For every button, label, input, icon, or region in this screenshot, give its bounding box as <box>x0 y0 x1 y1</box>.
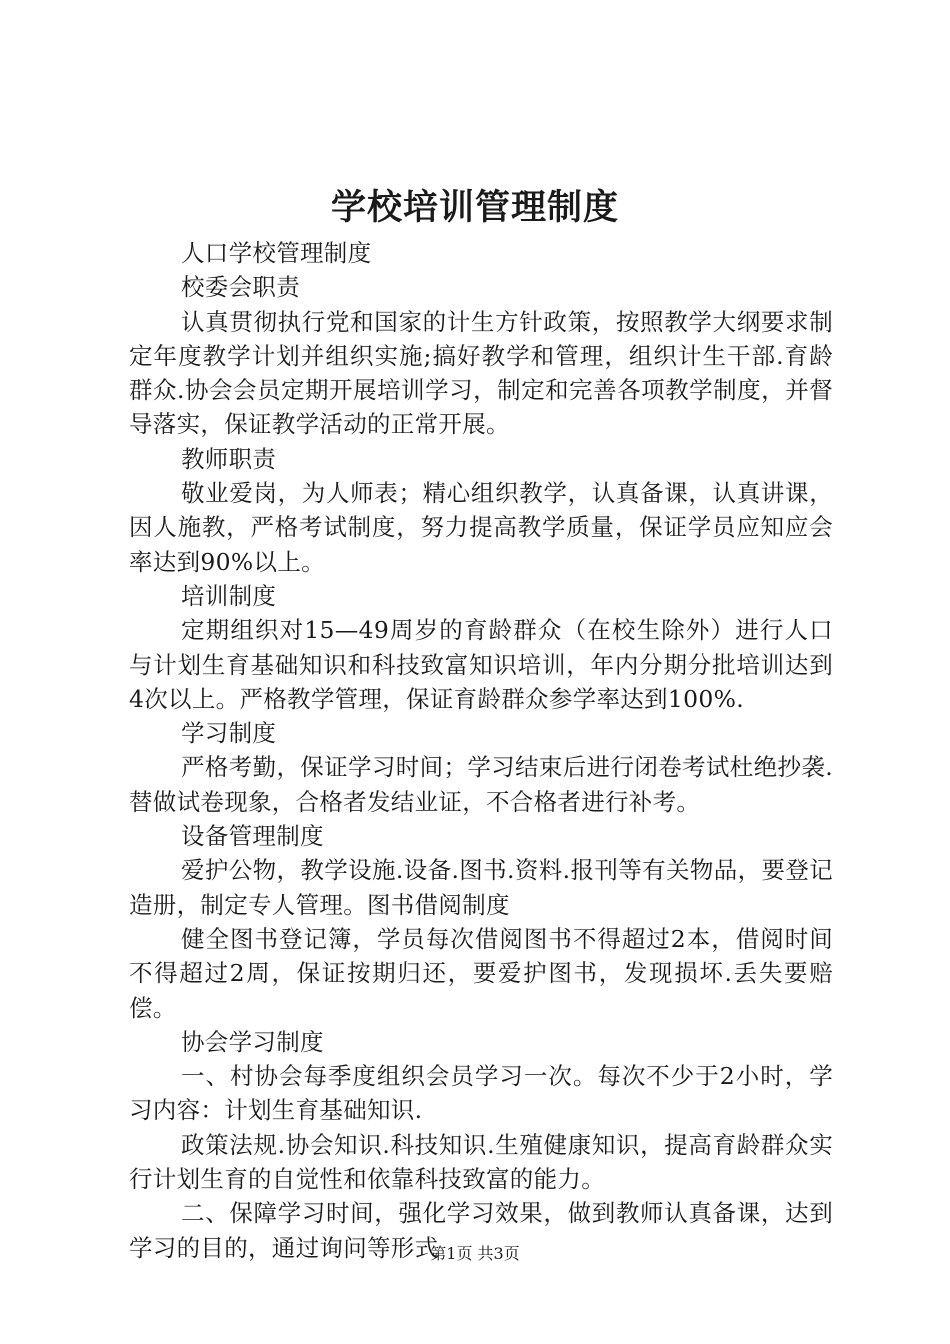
paragraph-heading: 学习制度 <box>181 719 277 748</box>
paragraph: 爱护公物，教学设施.设备.图书.资料.报刊等有关物品，要登记造册，制定专人管理。图书借阅制度 <box>129 856 833 919</box>
paragraph: 二、保障学习时间，强化学习效果，做到教师认真备课，达到学习的目的，通过询问等形式 <box>129 1199 833 1262</box>
paragraph: 认真贯彻执行党和国家的计生方针政策，按照教学大纲要求制定年度教学计划并组织实施;搞好教学和管理，组织计生干部.育龄群众.协会会员定期开展培训学习，制定和完善各项教学制度，并督导落实，保证教学活动的正常开展。 <box>129 307 833 439</box>
paragraph-heading: 校委会职责 <box>181 273 300 302</box>
page-number-footer: 第1页 共3页 <box>430 1244 520 1263</box>
paragraph-heading: 协会学习制度 <box>181 1027 324 1056</box>
paragraph: 严格考勤，保证学习时间；学习结束后进行闭卷考试杜绝抄袭.替做试卷现象，合格者发结业证，不合格者进行补考。 <box>129 753 833 816</box>
paragraph: 定期组织对15—49周岁的育龄群众（在校生除外）进行人口与计划生育基础知识和科技致富知识培训，年内分期分批培训达到4次以上。严格教学管理，保证育龄群众参学率达到100%. <box>129 616 833 713</box>
document-title: 学校培训管理制度 <box>330 188 619 228</box>
document-body <box>129 236 833 1265</box>
paragraph: 政策法规.协会知识.科技知识.生殖健康知识，提高育龄群众实行计划生育的自觉性和依靠科技致富的能力。 <box>129 1130 833 1194</box>
paragraph-heading: 教师职责 <box>181 444 277 473</box>
paragraph: 健全图书登记簿，学员每次借阅图书不得超过2本，借阅时间不得超过2周，保证按期归还，要爱护图书，发现损坏.丢失要赔偿。 <box>129 924 833 1022</box>
paragraph-heading: 培训制度 <box>181 581 277 610</box>
paragraph: 一、村协会每季度组织会员学习一次。每次不少于2小时，学习内容：计划生育基础知识. <box>129 1062 833 1125</box>
paragraph: 敬业爱岗，为人师表；精心组织教学，认真备课，认真讲课，因人施教，严格考试制度，努力提高教学质量，保证学员应知应会率达到90%以上。 <box>129 479 833 576</box>
paragraph-heading: 设备管理制度 <box>181 822 324 851</box>
paragraph-heading: 人口学校管理制度 <box>181 239 372 267</box>
